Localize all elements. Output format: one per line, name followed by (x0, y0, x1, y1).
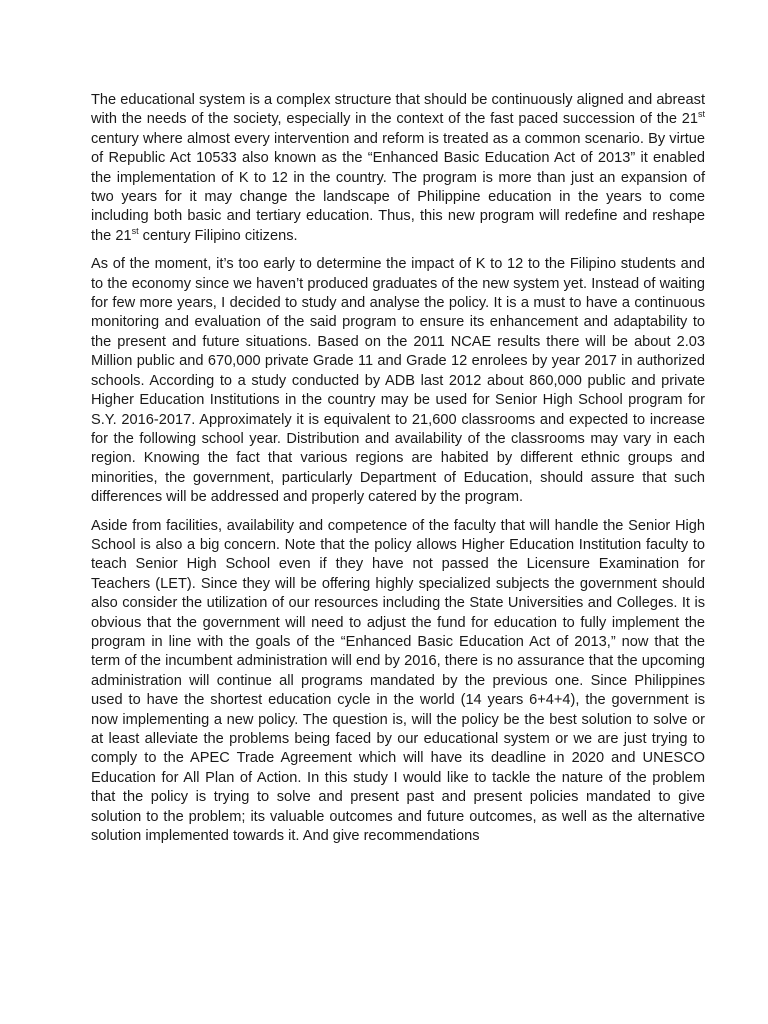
ordinal-suffix: st (131, 225, 139, 236)
paragraph-2: As of the moment, it’s too early to determine the impact of K to 12 to the Filipino students and to the economy since we haven’t produced graduates of the new system yet. Instead of waiting for few more years, I decided to study and analyse the policy. It is a must to have a continuous monitoring and evaluation of the said program to ensure its enhancement and adaptability to the present and future situations. Based on the 2011 NCAE results there will be about 2.03 Million public and 670,000 private Grade 11 and Grade 12 enrolees by year 2017 in authorized schools. According to a study conducted by ADB last 2012 about 860,000 public and private Higher Education Institutions in the country may be used for Senior High School program for S.Y. 2016-2017. Approximately it is equivalent to 21,600 classrooms and expected to increase for the following school year. Distribution and availability of the classrooms may vary in each region. Knowing the fact that various regions are habited by different ethnic groups and minorities, the government, particularly Department of Education, should assure that such differences will be addressed and properly catered by the program. (91, 256, 705, 506)
paragraph-1 (91, 91, 705, 246)
paragraph-3: Aside from facilities, availability and competence of the faculty that will handle the Senior High School is also a big concern. Note that the policy allows Higher Education Institution faculty to teach Senior High School even if they have not passed the Licensure Examination for Teachers (LET). Since they will be offering highly specialized subjects the government should also consider the utilization of our resources including the State Universities and Colleges. It is obvious that the government will need to adjust the fund for education to fully implement the program in line with the goals of the “Enhanced Basic Education Act of 2013,” now that the term of the incumbent administration will end by 2016, there is no assurance that the upcoming administration will continue all programs mandated by the previous one. Since Philippines used to have the shortest education cycle in the world (14 years 6+4+4), the government is now implementing a new policy. The question is, will the policy be the best solution to solve or at least alleviate the problems being faced by our educational system or we are just trying to comply to the APEC Trade Agreement which will have its deadline in 2020 and UNESCO Education for All Plan of Action. In this study I would like to tackle the nature of the problem that the policy is trying to solve and present past and present policies mandated to give solution to the problem; its valuable outcomes and future outcomes, as well as the alternative solution implemented towards it. And give recommendations (91, 517, 705, 845)
document-body (91, 91, 705, 855)
paragraph-1-part-2: century where almost every intervention and reform is treated as a common scenario. By virtue of Republic Act 10533 also known as the “Enhanced Basic Education Act of 2013” it enabled the implementation of K to 12 in the country. The program is more than just an expansion of two years for it may change the landscape of Philippine education in the years to come including both basic and tertiary education. Thus, this new program will redefine and reshape the 21 (91, 130, 705, 244)
paragraph-1-part-1: The educational system is a complex structure that should be continuously aligned and abreast with the needs of the society, especially in the context of the fast paced succession of the 21 (91, 92, 705, 128)
ordinal-suffix: st (697, 109, 705, 120)
paragraph-1-part-3: century Filipino citizens. (138, 227, 298, 244)
